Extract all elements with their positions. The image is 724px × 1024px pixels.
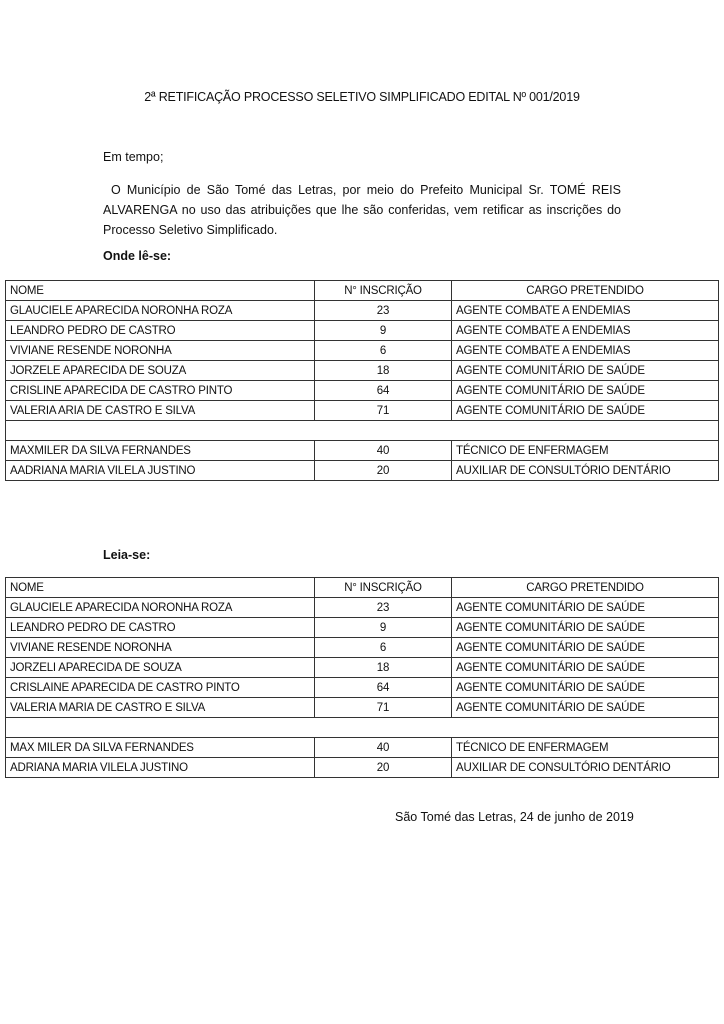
table-row — [6, 301, 719, 321]
inscricao-cell: 40 — [315, 441, 452, 461]
cargo-cell: AUXILIAR DE CONSULTÓRIO DENTÁRIO — [452, 461, 719, 481]
inscricao-cell: 20 — [315, 461, 452, 481]
cargo-cell: AGENTE COMUNITÁRIO DE SAÚDE — [452, 658, 719, 678]
inscricao-cell: 23 — [315, 301, 452, 321]
inscricao-cell: 9 — [315, 618, 452, 638]
cargo-cell: AGENTE COMUNITÁRIO DE SAÚDE — [452, 698, 719, 718]
table-row — [6, 321, 719, 341]
inscricao-cell: 18 — [315, 658, 452, 678]
table-row — [6, 698, 719, 718]
cargo-cell: TÉCNICO DE ENFERMAGEM — [452, 441, 719, 461]
blank-separator-row — [6, 421, 719, 441]
header-inscricao-cell: N° INSCRIÇÃO — [315, 578, 452, 598]
table-header-row — [6, 578, 719, 598]
leia-se-label: Leia-se: — [103, 548, 151, 562]
name-cell: VIVIANE RESENDE NORONHA — [6, 341, 315, 361]
cargo-cell: AGENTE COMBATE A ENDEMIAS — [452, 301, 719, 321]
document-title: 2ª RETIFICAÇÃO PROCESSO SELETIVO SIMPLIFICADO EDITAL Nº 001/2019 — [144, 90, 580, 104]
cargo-cell: AGENTE COMUNITÁRIO DE SAÚDE — [452, 678, 719, 698]
header-name-cell: NOME — [6, 281, 315, 301]
table-row — [6, 598, 719, 618]
inscricao-cell: 20 — [315, 758, 452, 778]
inscricao-cell: 40 — [315, 738, 452, 758]
inscricao-cell: 9 — [315, 321, 452, 341]
name-cell: VIVIANE RESENDE NORONHA — [6, 638, 315, 658]
table-row — [6, 401, 719, 421]
header-name-cell: NOME — [6, 578, 315, 598]
name-cell: JORZELI APARECIDA DE SOUZA — [6, 658, 315, 678]
name-cell: LEANDRO PEDRO DE CASTRO — [6, 618, 315, 638]
inscricao-cell: 6 — [315, 341, 452, 361]
table-row — [6, 461, 719, 481]
cargo-cell: AGENTE COMUNITÁRIO DE SAÚDE — [452, 618, 719, 638]
table-row — [6, 758, 719, 778]
name-cell: GLAUCIELE APARECIDA NORONHA ROZA — [6, 301, 315, 321]
cargo-cell: AGENTE COMBATE A ENDEMIAS — [452, 341, 719, 361]
name-cell: ADRIANA MARIA VILELA JUSTINO — [6, 758, 315, 778]
name-cell: VALERIA MARIA DE CASTRO E SILVA — [6, 698, 315, 718]
cargo-cell: AGENTE COMUNITÁRIO DE SAÚDE — [452, 401, 719, 421]
cargo-cell: AUXILIAR DE CONSULTÓRIO DENTÁRIO — [452, 758, 719, 778]
name-cell: CRISLAINE APARECIDA DE CASTRO PINTO — [6, 678, 315, 698]
table-header-row — [6, 281, 719, 301]
intro-text: Em tempo; — [103, 150, 164, 164]
leia-se-table — [5, 577, 719, 778]
cargo-cell: AGENTE COMUNITÁRIO DE SAÚDE — [452, 638, 719, 658]
name-cell: JORZELE APARECIDA DE SOUZA — [6, 361, 315, 381]
table-row — [6, 441, 719, 461]
cargo-cell: AGENTE COMBATE A ENDEMIAS — [452, 321, 719, 341]
blank-separator-row — [6, 718, 719, 738]
name-cell: LEANDRO PEDRO DE CASTRO — [6, 321, 315, 341]
inscricao-cell: 64 — [315, 381, 452, 401]
name-cell: VALERIA ARIA DE CASTRO E SILVA — [6, 401, 315, 421]
table-row — [6, 361, 719, 381]
name-cell: MAXMILER DA SILVA FERNANDES — [6, 441, 315, 461]
name-cell: AADRIANA MARIA VILELA JUSTINO — [6, 461, 315, 481]
header-cargo-cell: CARGO PRETENDIDO — [452, 578, 719, 598]
header-cargo-cell: CARGO PRETENDIDO — [452, 281, 719, 301]
header-inscricao-cell: N° INSCRIÇÃO — [315, 281, 452, 301]
blank-cell — [6, 718, 719, 738]
onde-le-se-label: Onde lê-se: — [103, 249, 172, 263]
inscricao-cell: 71 — [315, 698, 452, 718]
inscricao-cell: 64 — [315, 678, 452, 698]
table-row — [6, 341, 719, 361]
body-paragraph: O Município de São Tomé das Letras, por meio do Prefeito Municipal Sr. TOMÉ REIS ALVARENGA no uso das atribuições que lhe são conferidas, vem retificar as inscrições do Processo Seletivo Simplificado. — [103, 183, 621, 237]
table-row — [6, 638, 719, 658]
name-cell: MAX MILER DA SILVA FERNANDES — [6, 738, 315, 758]
cargo-cell: AGENTE COMUNITÁRIO DE SAÚDE — [452, 361, 719, 381]
table-row — [6, 658, 719, 678]
table-row — [6, 738, 719, 758]
table-row — [6, 678, 719, 698]
table-row — [6, 618, 719, 638]
signature-date: São Tomé das Letras, 24 de junho de 2019 — [395, 810, 634, 824]
cargo-cell: AGENTE COMUNITÁRIO DE SAÚDE — [452, 598, 719, 618]
inscricao-cell: 18 — [315, 361, 452, 381]
name-cell: CRISLINE APARECIDA DE CASTRO PINTO — [6, 381, 315, 401]
blank-cell — [6, 421, 719, 441]
onde-le-se-table — [5, 280, 719, 481]
inscricao-cell: 6 — [315, 638, 452, 658]
inscricao-cell: 71 — [315, 401, 452, 421]
name-cell: GLAUCIELE APARECIDA NORONHA ROZA — [6, 598, 315, 618]
inscricao-cell: 23 — [315, 598, 452, 618]
table-row — [6, 381, 719, 401]
cargo-cell: TÉCNICO DE ENFERMAGEM — [452, 738, 719, 758]
cargo-cell: AGENTE COMUNITÁRIO DE SAÚDE — [452, 381, 719, 401]
